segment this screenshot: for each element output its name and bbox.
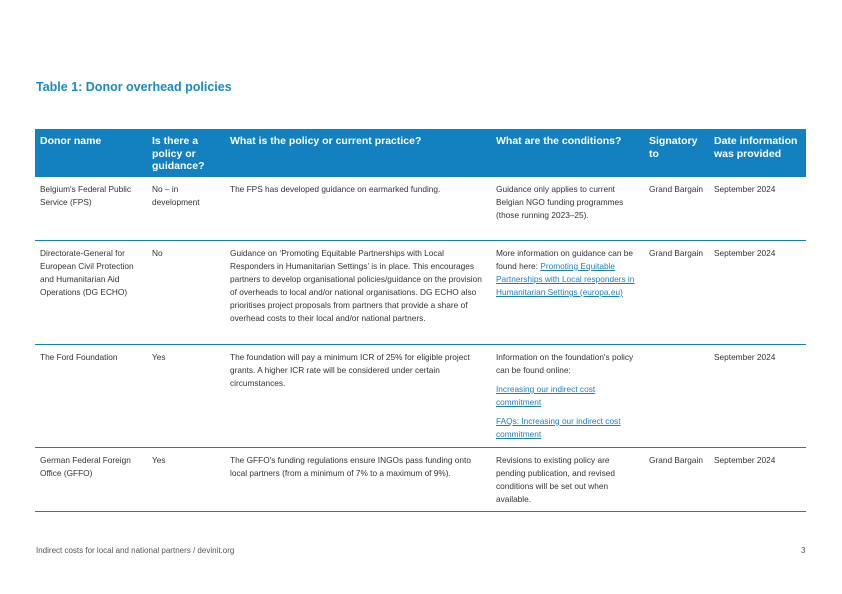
cell-practice: The FPS has developed guidance on earmarked funding.	[225, 177, 491, 241]
header-policy: Is there a policy or guidance?	[147, 129, 225, 177]
table-row	[35, 241, 806, 345]
table-header-row	[35, 129, 806, 177]
cell-practice: The GFFO's funding regulations ensure INGOs pass funding onto local partners (from a minimum of 7% to a maximum of 9%).	[225, 448, 491, 512]
cell-date: September 2024	[709, 177, 806, 241]
table-row	[35, 448, 806, 512]
table-title: Table 1: Donor overhead policies	[36, 80, 232, 94]
echo-guidance-link[interactable]: Promoting Equitable Partnerships with Local responders in Humanitarian Settings (europa.eu)	[496, 261, 635, 297]
table-row	[35, 177, 806, 241]
cell-practice: The foundation will pay a minimum ICR of 25% for eligible project grants. A higher ICR rate will be considered under certain circumstances.	[225, 345, 491, 448]
donor-policies-table	[35, 129, 806, 512]
cell-signatory	[644, 345, 709, 448]
cell-policy: Yes	[147, 345, 225, 448]
header-practice: What is the policy or current practice?	[225, 129, 491, 177]
page-footer: Indirect costs for local and national partners / devinit.org	[36, 546, 235, 555]
header-donor-name: Donor name	[35, 129, 147, 177]
cell-date: September 2024	[709, 448, 806, 512]
cell-conditions	[491, 241, 644, 345]
indirect-cost-link[interactable]: Increasing our indirect cost commitment	[496, 384, 596, 407]
conditions-text: Information on the foundation's policy can be found online:	[496, 352, 634, 375]
cell-practice: Guidance on ‘Promoting Equitable Partnerships with Local Responders in Humanitarian Settings’ is in place. This encourages partners to develop organisational policies/guidance on the provision of overheads to local and/or national organisations. DG ECHO also prioritises project proposals from partners that provide a share of overhead costs to their local and/or national partners.	[225, 241, 491, 345]
cell-date: September 2024	[709, 241, 806, 345]
cell-policy: Yes	[147, 448, 225, 512]
cell-conditions	[491, 345, 644, 448]
header-date: Date information was provided	[709, 129, 806, 177]
cell-signatory: Grand Bargain	[644, 177, 709, 241]
header-signatory: Signatory to	[644, 129, 709, 177]
cell-donor: The Ford Foundation	[35, 345, 147, 448]
cell-date: September 2024	[709, 345, 806, 448]
conditions-text: More information on guidance can be found here:	[496, 248, 633, 271]
cell-donor: Directorate-General for European Civil Protection and Humanitarian Aid Operations (DG ECHO)	[35, 241, 147, 345]
cell-donor: Belgium's Federal Public Service (FPS)	[35, 177, 147, 241]
cell-signatory: Grand Bargain	[644, 448, 709, 512]
faq-indirect-cost-link[interactable]: FAQs: Increasing our indirect cost commitment	[496, 416, 621, 439]
cell-conditions: Revisions to existing policy are pending publication, and revised conditions will be set out when available.	[491, 448, 644, 512]
table-row	[35, 345, 806, 448]
cell-signatory: Grand Bargain	[644, 241, 709, 345]
cell-policy: No	[147, 241, 225, 345]
page-number: 3	[801, 546, 806, 555]
cell-conditions: Guidance only applies to current Belgian NGO funding programmes (those running 2023–25).	[491, 177, 644, 241]
cell-donor: German Federal Foreign Office (GFFO)	[35, 448, 147, 512]
cell-policy: No – in development	[147, 177, 225, 241]
header-conditions: What are the conditions?	[491, 129, 644, 177]
